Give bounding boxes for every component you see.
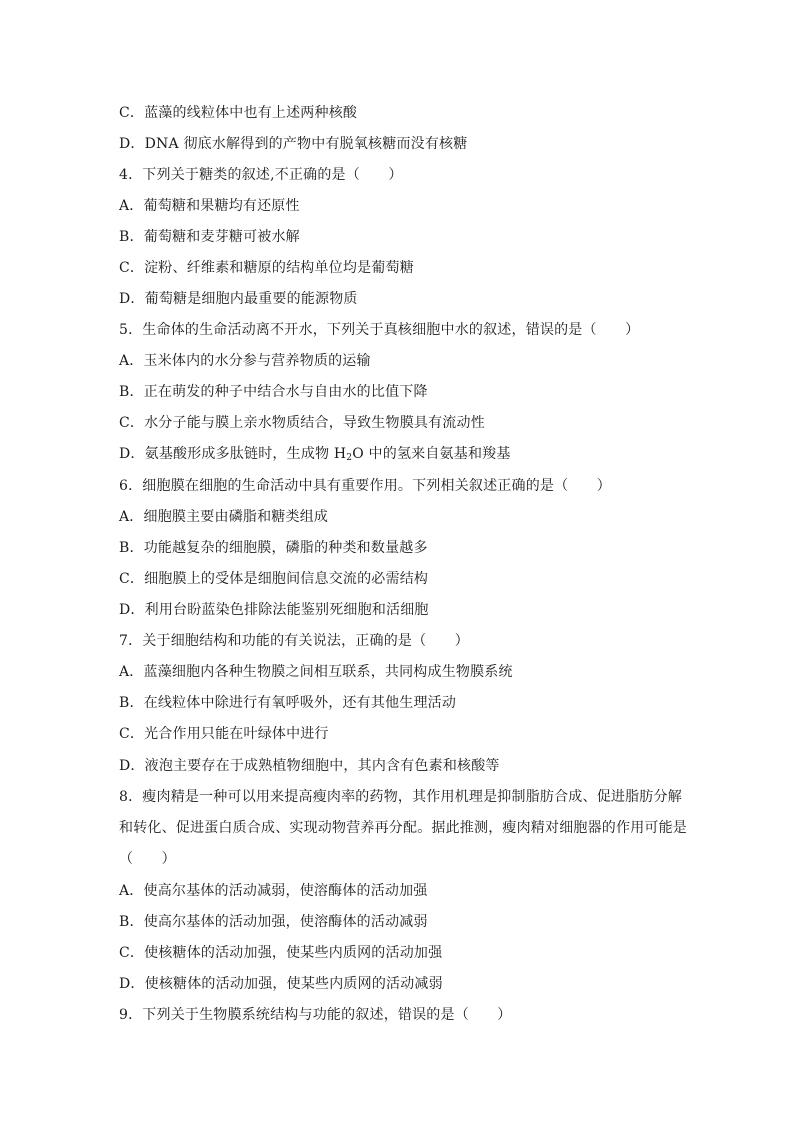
subscript-2: 2 <box>346 453 353 463</box>
q5-option-c: C．水分子能与膜上亲水物质结合，导致生物膜具有流动性 <box>119 415 485 431</box>
q8-option-c: C．使核糖体的活动加强，使某些内质网的活动加强 <box>119 945 443 961</box>
q4-option-a: A．葡萄糖和果糖均有还原性 <box>119 198 300 214</box>
q8-option-d: D．使核糖体的活动加强，使某些内质网的活动减弱 <box>119 976 443 992</box>
q5-option-a: A．玉米体内的水分参与营养物质的运输 <box>119 353 371 369</box>
q5-option-d <box>119 445 511 463</box>
q8-option-a: A．使高尔基体的活动减弱，使溶酶体的活动加强 <box>119 883 428 899</box>
q7-option-c: C．光合作用只能在叶绿体中进行 <box>119 726 329 742</box>
q5-option-d-text-b: O 中的氢来自氨基和羧基 <box>352 446 511 462</box>
q6-option-b: B．功能越复杂的细胞膜，磷脂的种类和数量越多 <box>119 540 428 556</box>
q7-option-a: A．蓝藻细胞内各种生物膜之间相互联系，共同构成生物膜系统 <box>119 664 513 680</box>
q4-option-d: D．葡萄糖是细胞内最重要的能源物质 <box>119 291 358 307</box>
question-5: 5．生命体的生命活动离不开水，下列关于真核细胞中水的叙述，错误的是（ ） <box>119 322 640 338</box>
q6-option-c: C．细胞膜上的受体是细胞间信息交流的必需结构 <box>119 571 429 587</box>
q3-option-d: D．DNA 彻底水解得到的产物中有脱氧核糖而没有核糖 <box>119 136 468 152</box>
question-9: 9．下列关于生物膜系统结构与功能的叙述，错误的是（ ） <box>119 1007 512 1023</box>
question-8-line-3: （ ） <box>119 851 176 867</box>
q3-option-c: C．蓝藻的线粒体中也有上述两种核酸 <box>119 105 358 121</box>
q8-option-b: B．使高尔基体的活动加强，使溶酶体的活动减弱 <box>119 914 428 930</box>
question-8-line-2: 和转化、促进蛋白质合成、实现动物营养再分配。据此推测，瘦肉精对细胞器的作用可能是 <box>119 820 687 836</box>
q6-option-d: D．利用台盼蓝染色排除法能鉴别死细胞和活细胞 <box>119 602 429 618</box>
q6-option-a: A．细胞膜主要由磷脂和糖类组成 <box>119 509 329 525</box>
q7-option-d: D．液泡主要存在于成熟植物细胞中，其内含有色素和核酸等 <box>119 758 500 774</box>
q5-option-b: B．正在萌发的种子中结合水与自由水的比值下降 <box>119 384 428 400</box>
q4-option-b: B．葡萄糖和麦芽糖可被水解 <box>119 229 300 245</box>
question-8-line-1: 8．瘦肉精是一种可以用来提高瘦肉率的药物，其作用机理是抑制脂肪合成、促进脂肪分解 <box>119 789 682 805</box>
q5-option-d-text-a: D．氨基酸形成多肽链时，生成物 H <box>119 446 347 462</box>
question-7: 7．关于细胞结构和功能的有关说法，正确的是（ ） <box>119 633 469 649</box>
question-6: 6．细胞膜在细胞的生命活动中具有重要作用。下列相关叙述正确的是（ ） <box>119 478 611 494</box>
q4-option-c: C．淀粉、纤维素和糖原的结构单位均是葡萄糖 <box>119 260 414 276</box>
q7-option-b: B．在线粒体中除进行有氧呼吸外，还有其他生理活动 <box>119 695 457 711</box>
question-4: 4．下列关于糖类的叙述,不正确的是（ ） <box>119 167 403 183</box>
